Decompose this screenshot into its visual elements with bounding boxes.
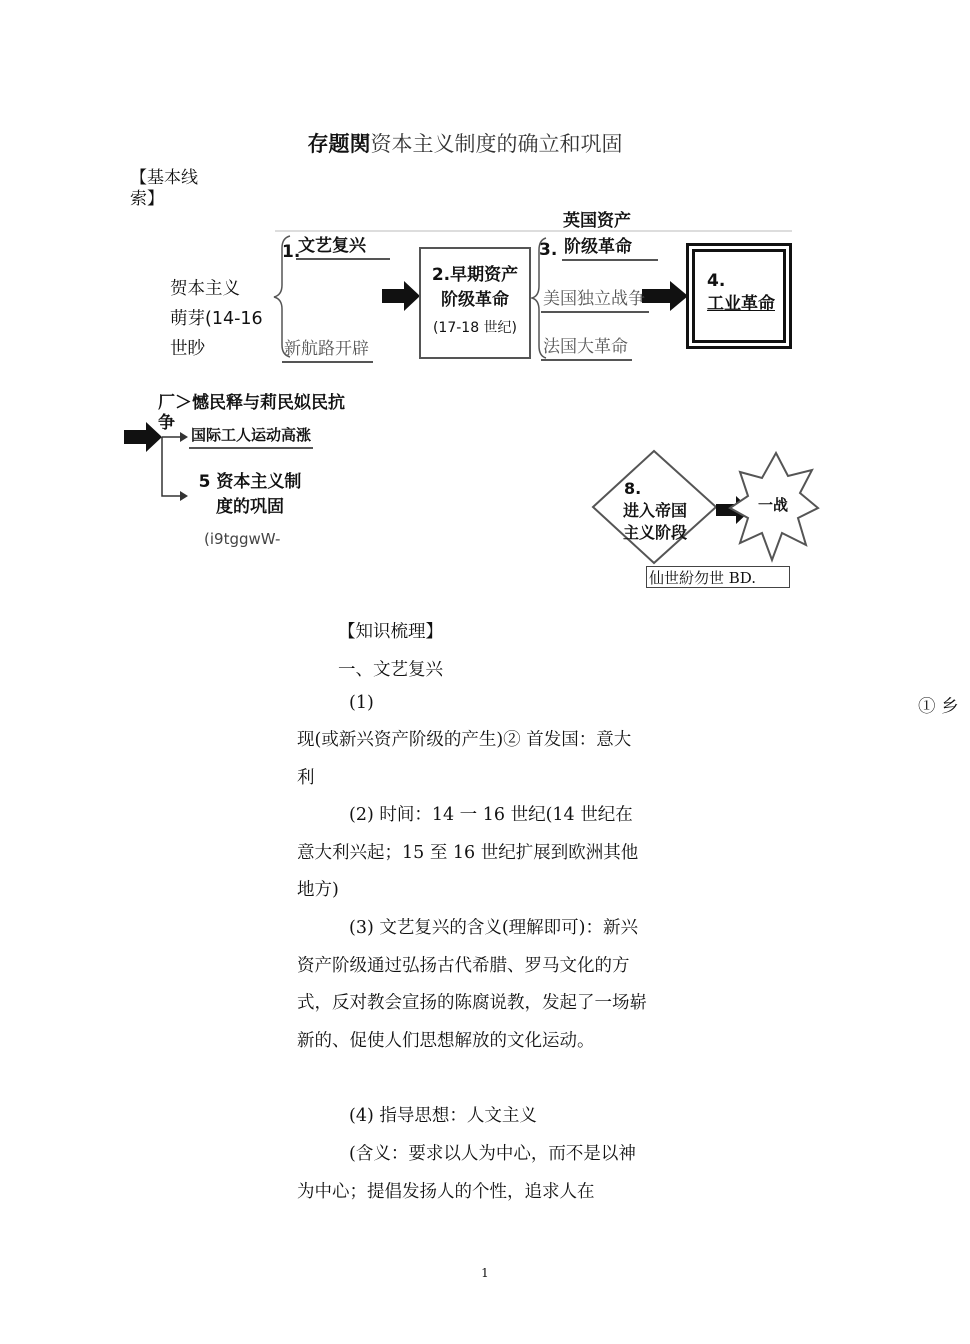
origin-line2: 萌芽(14-16: [170, 309, 263, 329]
node8-imperialism: [600, 478, 710, 544]
node1-renaissance: 文艺复兴: [296, 231, 390, 260]
paragraph-1: 现(或新兴资产阶级的产生)② 首发国：意大利: [297, 730, 632, 788]
node6-line2: 争: [158, 413, 175, 433]
section-basic-line2: 索】: [130, 189, 164, 209]
knowledge-heading: 【知识梳理】: [338, 622, 443, 642]
node3-american-war: 美国独立战争: [541, 284, 649, 313]
node8-line2: 主义阶段: [622, 523, 687, 542]
branch-arrowhead-top: [180, 432, 188, 442]
p1-number: (1): [349, 693, 374, 713]
branch-line: [162, 437, 182, 496]
node4-box: [686, 243, 792, 349]
war-label: 一战: [758, 496, 789, 514]
origin-line3: 世眇: [170, 339, 205, 359]
title-rest: 资本主义制度的确立和巩固: [370, 132, 623, 156]
node3-number: 3.: [539, 240, 558, 260]
arrow-1: [382, 281, 420, 311]
node5-line1: 5 资本主义制: [198, 472, 302, 492]
node5-consolidation: [186, 470, 314, 520]
arrow-3: [124, 422, 162, 452]
node5-line2: 度的巩固: [216, 497, 284, 517]
node7-workers-movement: 国际工人运动高涨: [189, 424, 313, 449]
node3-title-line2: 阶级革命: [562, 232, 658, 261]
node5-period: (i9tggwW-: [204, 530, 281, 548]
paragraph-4: (4) 指导思想：人文主义: [349, 1106, 537, 1126]
node3-title: [563, 210, 631, 232]
node2-line3: (17-18 世纪): [432, 320, 518, 336]
node4-number: 4.: [707, 271, 726, 291]
node3-french-revolution: 法国大革命: [541, 332, 632, 361]
title-lead: 存题関: [307, 132, 371, 156]
page-number: 1: [481, 1266, 489, 1280]
node6-line1: 厂＞憾民释与莉民姒民抗: [158, 393, 345, 413]
paragraph-3: (3) 文艺复兴的含义(理解即可)：新兴资产阶级通过弘扬古代希腊、罗马文化的方式，反对教会宣扬的陈腐说教，发起了一场崭新的、促使人们思想解放的文化运动。: [297, 918, 647, 1051]
section-basic-line1: 【基本线: [130, 168, 198, 188]
paragraph-2: (2) 时间：14 一 16 世纪(14 世纪在意大利兴起；15 至 16 世纪扩展到欧洲其他地方): [297, 805, 639, 900]
node2-box: [419, 247, 531, 359]
node2-line2: 阶级革命: [441, 290, 509, 310]
node8-number: 8.: [624, 479, 642, 498]
paragraph-5: (含义：要求以人为中心，而不是以神为中心；提倡发扬人的个性，追求人在: [297, 1144, 636, 1202]
p1-right-fragment: ① 乡: [918, 697, 959, 717]
period-box: 仙世紛勿世 BD.: [646, 566, 790, 588]
origin-line1: 贺本主义: [170, 279, 240, 299]
node1-number: 1.: [282, 242, 301, 262]
origin-label: [170, 274, 263, 364]
node3-title-line1: 英国资产: [563, 211, 631, 231]
node8-line1: 进入帝国: [622, 501, 687, 520]
node1b-new-routes: 新航路开辟: [282, 334, 373, 363]
subheading-renaissance: 一、文艺复兴: [338, 660, 443, 680]
node4-industrial-revolution: 工业革命: [707, 294, 775, 314]
node2-line1: 2.早期资产: [431, 265, 519, 285]
